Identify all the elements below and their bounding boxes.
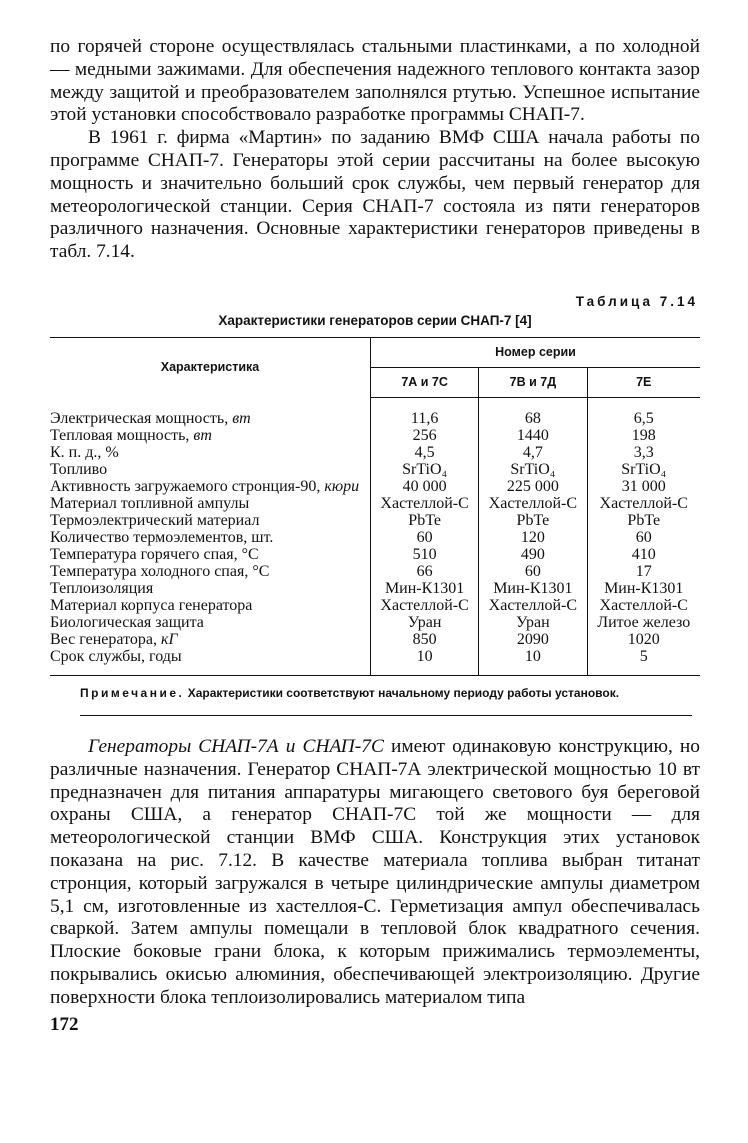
row-unit: вт (232, 409, 251, 427)
cell-value: Хастеллой-С (599, 494, 688, 512)
row-name (50, 631, 371, 648)
cell-value: 31 000 (621, 477, 666, 495)
cell-value: Хастеллой-С (599, 596, 688, 614)
cell-value: 225 000 (479, 478, 587, 495)
row-label: Срок службы, годы (50, 647, 182, 665)
row-name (50, 546, 371, 563)
cell-value: Уран (479, 614, 587, 631)
header-series-number: Номер серии (371, 337, 701, 367)
table-row (50, 495, 700, 512)
table-row (50, 461, 700, 478)
table-row (50, 512, 700, 529)
row-label: Термоэлектрический материал (50, 511, 260, 529)
cell-value: SrTiO₄ (479, 461, 587, 478)
cell-value: Хастеллой-С (479, 495, 587, 512)
column-header: 7В и 7Д (479, 367, 587, 397)
cell-value: SrTiO₄ (621, 460, 667, 478)
row-label: К. п. д., % (50, 443, 119, 461)
cell-value: 60 (479, 563, 587, 580)
row-label: Тепловая мощность, (50, 426, 194, 444)
row-unit: кГ (160, 630, 178, 648)
cell-value: Хастеллой-С (479, 597, 587, 614)
column-header: 7Е (587, 367, 700, 397)
cell-value: 66 (371, 563, 479, 580)
cell-value: 68 (479, 410, 587, 427)
row-name (50, 580, 371, 597)
cell-value: 198 (631, 426, 656, 444)
cell-value: 5 (639, 647, 648, 665)
row-label: Теплоизоляция (50, 579, 154, 597)
cell-value: 10 (479, 648, 587, 665)
table-row (50, 580, 700, 597)
cell-value: 11,6 (371, 410, 479, 427)
row-label: Температура холодного спая, °С (50, 562, 270, 580)
table-row (50, 478, 700, 495)
cell-value: 60 (635, 528, 652, 546)
cell-value: Хастеллой-С (371, 495, 479, 512)
table-body (50, 397, 700, 675)
cell-value: Литое железо (597, 613, 691, 631)
paragraph-text: имеют одинаковую конструкцию, но различные назначения. Генератор СНАП-7А электрической мощностью 10 вт предназначен для питания аппаратуры мигающего светового буя береговой охраны США, а генератор СНАП-7С той же мощности — для метеорологической станции ВМФ США. Конструкция этих установок показана на рис. 7.12. В качестве материала топлива выбран титанат стронция, который загружался в четыре цилиндрические ампулы диаметром 5,1 см, изготовленные из хастеллоя-С. Герметизация ампул обеспечивалась сваркой. Затем ампулы помещали в тепловой блок квадратного сечения. Плоские боковые грани блока, к которым прижимались термоэлементы, покрывались окисью алюминия, обеспечивающей электроизоляцию. Другие поверхности блока теплоизолировались материалом типа (50, 735, 700, 1008)
row-label: Материал корпуса генератора (50, 596, 253, 614)
row-label: Активность загружаемого стронция-90, (50, 477, 325, 495)
note-label: Примечание. (80, 685, 185, 700)
cell-value: 40 000 (371, 478, 479, 495)
table-row (50, 546, 700, 563)
cell-value: PbTe (371, 512, 479, 529)
cell-value: Мин-К1301 (604, 579, 684, 597)
table-row (50, 563, 700, 580)
row-label: Количество термоэлементов, шт. (50, 528, 274, 546)
table-row (50, 410, 700, 427)
note-text: Характеристики соответствуют начальному периоду работы установок. (184, 685, 620, 700)
cell-value: 10 (371, 648, 479, 665)
cell-value: 60 (371, 529, 479, 546)
row-name (50, 427, 371, 444)
cell-value: 510 (371, 546, 479, 563)
cell-value: 4,7 (479, 444, 587, 461)
row-name (50, 512, 371, 529)
cell-value: 850 (371, 631, 479, 648)
table-note (80, 686, 692, 716)
row-name (50, 478, 371, 495)
row-unit: кюри (324, 477, 360, 495)
row-label: Материал топливной ампулы (50, 494, 250, 512)
row-name (50, 461, 371, 478)
table-row (50, 631, 700, 648)
row-label: Электрическая мощность, (50, 409, 233, 427)
paragraph-3 (50, 736, 700, 1010)
table-row (50, 614, 700, 631)
cell-value: Уран (371, 614, 479, 631)
paragraph-2: В 1961 г. фирма «Мартин» по заданию ВМФ США начала работы по программе СНАП-7. Генераторы этой серии рассчитаны на более высокую мощность и значительно больший срок службы, чем первый генератор для метеорологической станции. Серия СНАП-7 состояла из пяти генераторов различного назначения. Основные характеристики генераторов приведены в табл. 7.14. (50, 127, 700, 263)
table-row (50, 529, 700, 546)
header-characteristic: Характеристика (50, 337, 371, 397)
cell-value: PbTe (479, 512, 587, 529)
cell-value: Мин-К1301 (371, 580, 479, 597)
row-name (50, 495, 371, 512)
column-header: 7А и 7С (371, 367, 479, 397)
cell-value: 3,3 (633, 443, 654, 461)
row-name (50, 563, 371, 580)
table-row (50, 427, 700, 444)
characteristics-table (50, 337, 700, 676)
cell-value: 1440 (479, 427, 587, 444)
row-label: Топливо (50, 460, 108, 478)
paragraph-1: по горячей стороне осуществлялась стальными пластинками, а по холодной — медными зажимами. Для обеспечения надежного теплового контакта зазор между защитой и преобразователем заполнялся ртутью. Успешное испытание этой установки способствовало разработке программы СНАП-7. (50, 36, 700, 126)
cell-value: SrTiO₄ (371, 461, 479, 478)
cell-value: Мин-К1301 (479, 580, 587, 597)
table-label: Таблица 7.14 (575, 293, 698, 309)
cell-value: Хастеллой-С (371, 597, 479, 614)
row-name (50, 614, 371, 631)
cell-value: 410 (631, 545, 656, 563)
row-name (50, 410, 371, 427)
cell-value: 17 (635, 562, 652, 580)
page-number: 172 (50, 1013, 79, 1035)
paragraph-lead: Генераторы СНАП-7А и СНАП-7С (88, 735, 384, 757)
table-row (50, 648, 700, 665)
row-label: Температура горячего спая, °С (50, 545, 259, 563)
cell-value: 120 (479, 529, 587, 546)
row-label: Вес генератора, (50, 630, 161, 648)
cell-value: 490 (479, 546, 587, 563)
row-unit: вт (193, 426, 212, 444)
document-page (50, 36, 700, 1036)
cell-value: 6,5 (633, 409, 654, 427)
cell-value: 256 (371, 427, 479, 444)
row-name (50, 648, 371, 665)
cell-value: 4,5 (371, 444, 479, 461)
table-row (50, 444, 700, 461)
table-caption: Характеристики генераторов серии СНАП-7 [4] (218, 312, 532, 328)
row-name (50, 529, 371, 546)
row-name (50, 444, 371, 461)
cell-value: PbTe (627, 511, 661, 529)
table-row (50, 597, 700, 614)
cell-value: 1020 (627, 630, 660, 648)
row-label: Биологическая защита (50, 613, 204, 631)
row-name (50, 597, 371, 614)
cell-value: 2090 (479, 631, 587, 648)
